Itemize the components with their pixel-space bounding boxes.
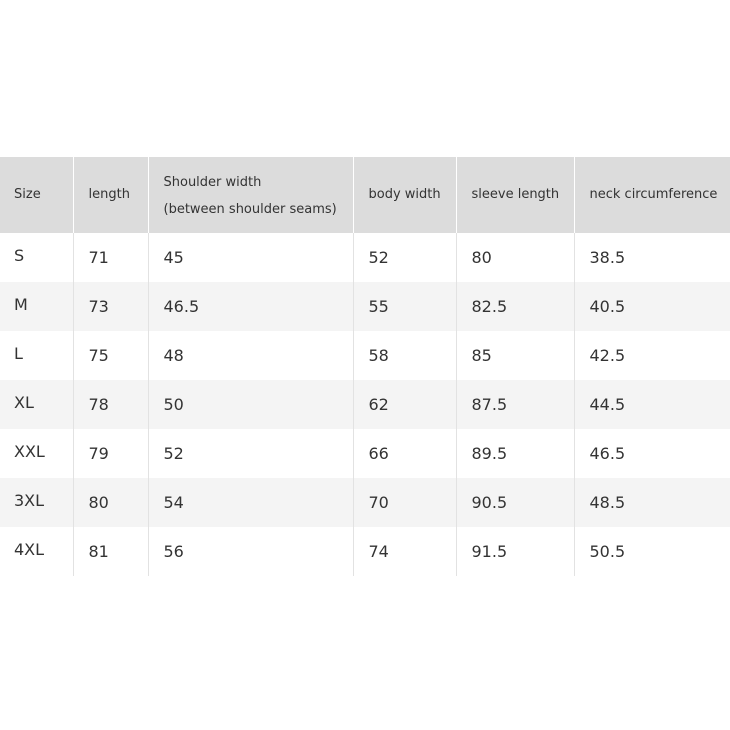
header-sleeve-length: sleeve length [456,157,574,233]
header-neck-circumference: neck circumference [574,157,730,233]
cell-body: 55 [353,282,456,331]
table-row [0,527,730,576]
cell-neck: 42.5 [574,331,730,380]
cell-size: 4XL [14,540,45,559]
cell-shoulder: 48 [148,331,353,380]
cell-neck: 48.5 [574,478,730,527]
header-row [0,157,730,233]
cell-sleeve: 80 [456,233,574,282]
cell-shoulder: 50 [148,380,353,429]
cell-body: 74 [353,527,456,576]
cell-length: 80 [73,478,148,527]
cell-neck: 46.5 [574,429,730,478]
table-row [0,380,730,429]
table-row [0,331,730,380]
header-size: Size [14,187,41,202]
cell-size: S [14,246,25,265]
cell-body: 70 [353,478,456,527]
size-chart-header [0,157,730,233]
table-row [0,429,730,478]
cell-sleeve: 91.5 [456,527,574,576]
cell-shoulder: 52 [148,429,353,478]
header-shoulder-line2: (between shoulder seams) [163,202,337,217]
cell-neck: 40.5 [574,282,730,331]
header-shoulder-width [148,157,353,233]
header-shoulder-line1: Shoulder width [163,175,262,190]
cell-length: 73 [73,282,148,331]
cell-sleeve: 82.5 [456,282,574,331]
cell-neck: 50.5 [574,527,730,576]
cell-shoulder: 45 [148,233,353,282]
cell-length: 81 [73,527,148,576]
cell-length: 78 [73,380,148,429]
cell-sleeve: 85 [456,331,574,380]
cell-shoulder: 46.5 [148,282,353,331]
cell-length: 79 [73,429,148,478]
table-row [0,478,730,527]
cell-size: M [14,295,28,314]
size-chart-body [0,233,730,576]
cell-size: XXL [14,442,45,461]
cell-size: XL [14,393,34,412]
table-row [0,233,730,282]
cell-neck: 44.5 [574,380,730,429]
cell-body: 52 [353,233,456,282]
header-body-width: body width [353,157,456,233]
cell-length: 71 [73,233,148,282]
cell-body: 66 [353,429,456,478]
cell-body: 58 [353,331,456,380]
cell-length: 75 [73,331,148,380]
cell-size: L [14,344,23,363]
cell-sleeve: 90.5 [456,478,574,527]
size-chart-table [0,157,730,576]
cell-neck: 38.5 [574,233,730,282]
cell-shoulder: 54 [148,478,353,527]
cell-shoulder: 56 [148,527,353,576]
cell-sleeve: 89.5 [456,429,574,478]
table-row [0,282,730,331]
cell-body: 62 [353,380,456,429]
header-length: length [73,157,148,233]
cell-size: 3XL [14,491,45,510]
cell-sleeve: 87.5 [456,380,574,429]
